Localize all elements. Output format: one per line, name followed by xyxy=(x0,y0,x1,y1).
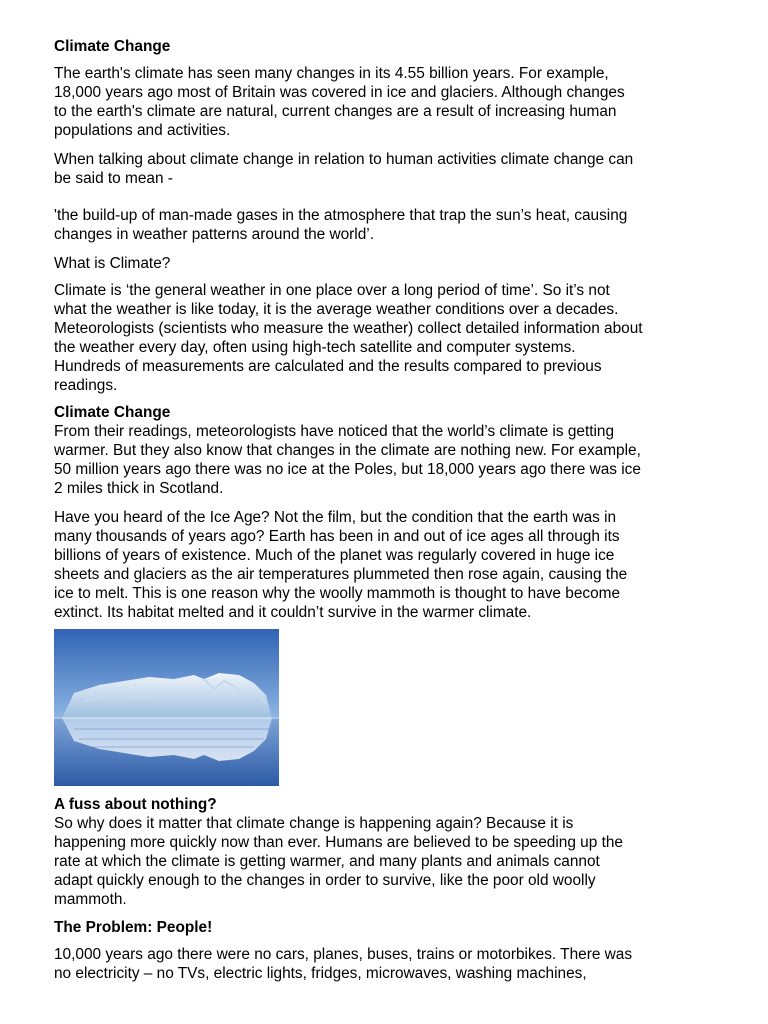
paragraph-intro: The earth's climate has seen many changes in its 4.55 billion years. For example, 18,000 years ago most of Britain was covered in ice and glaciers. Although changes to the earth's climate are natural, current changes are a result of increasing human populations and activities. xyxy=(54,65,625,139)
paragraph-meteorologists: From their readings, meteorologists have noticed that the world’s climate is getting warmer. But they also know that changes in the climate are nothing new. For example, 50 million years ago there was no ice at the Poles, but 18,000 years ago there was ice 2 miles thick in Scotland. xyxy=(54,423,641,497)
paragraph-ice-age: Have you heard of the Ice Age? Not the film, but the condition that the earth was in many thousands of years ago? Earth has been in and out of ice ages all through its billions of years of existence. Much of the planet was regularly covered in huge ice sheets and glaciers as the air temperatures plummeted then rose again, causing the ice to melt. This is one reason why the woolly mammoth is thought to have become extinct. Its habitat melted and it couldn’t survive in the warmer climate. xyxy=(54,509,628,621)
heading-fuss-about-nothing: A fuss about nothing? xyxy=(54,796,217,813)
heading-climate-change: Climate Change xyxy=(54,38,171,55)
heading-the-problem-people: The Problem: People! xyxy=(54,919,213,936)
paragraph-why-it-matters: So why does it matter that climate change is happening again? Because it is happening more quickly now than ever. Humans are believed to be speeding up the rate at which the climate is getting warmer, and many plants and animals cannot adapt quickly enough to the changes in order to survive, like the poor old woolly mammoth. xyxy=(54,815,623,908)
heading-climate-change-2: Climate Change xyxy=(54,404,171,421)
paragraph-climate-definition: Climate is ‘the general weather in one place over a long period of time’. So it’s not what the weather is like today, it is the average weather conditions over a decades. Meteorologists (scientists who measure the weather) collect detailed information about the weather every day, often using high-tech satellite and computer systems. Hundreds of measurements are calculated and the results compared to previous readings. xyxy=(54,282,643,394)
subheading-what-is-climate: What is Climate? xyxy=(54,255,171,272)
iceberg-photo xyxy=(54,629,279,786)
paragraph-10000-years-ago: 10,000 years ago there were no cars, planes, buses, trains or motorbikes. There was no electricity – no TVs, electric lights, fridges, microwaves, washing machines, xyxy=(54,946,633,982)
paragraph-definition-lead: When talking about climate change in relation to human activities climate change can be said to mean - xyxy=(54,151,634,187)
paragraph-definition-quote: 'the build-up of man-made gases in the atmosphere that trap the sun’s heat, causing changes in weather patterns around the world’. xyxy=(54,207,628,243)
